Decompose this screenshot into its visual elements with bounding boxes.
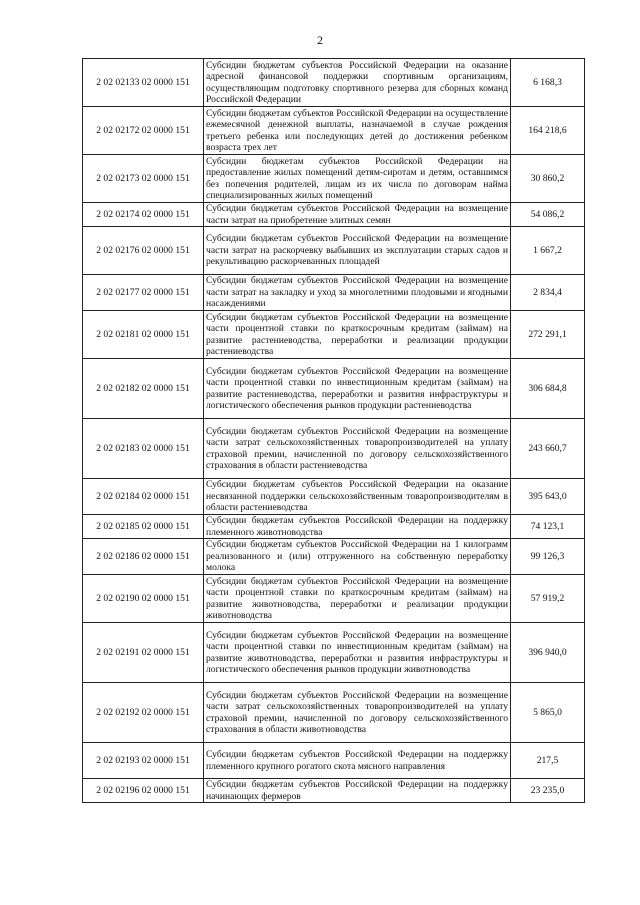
budget-code-cell: 2 02 02177 02 0000 151 [83, 275, 204, 311]
budget-code-cell: 2 02 02133 02 0000 151 [83, 59, 204, 107]
budget-code-cell: 2 02 02181 02 0000 151 [83, 311, 204, 359]
budget-table [82, 58, 585, 803]
description-cell: Субсидии бюджетам субъектов Российской Федерации на поддержку начинающих фермеров [204, 779, 511, 803]
table-row [83, 743, 585, 779]
budget-code-cell: 2 02 02182 02 0000 151 [83, 359, 204, 419]
budget-code-cell: 2 02 02196 02 0000 151 [83, 779, 204, 803]
description-cell: Субсидии бюджетам субъектов Российской Федерации на оказание адресной финансовой поддержки спортивным организациям, осуществляющим подготовку спортивного резерва для сборных команд Российской Федерации [204, 59, 511, 107]
budget-table-body [83, 59, 585, 803]
description-cell: Субсидии бюджетам субъектов Российской Федерации на оказание несвязанной поддержки сельскохозяйственным товаропроизводителям в области растениеводства [204, 479, 511, 515]
table-row [83, 155, 585, 203]
amount-cell: 6 168,3 [511, 59, 585, 107]
amount-cell: 272 291,1 [511, 311, 585, 359]
table-row [83, 575, 585, 623]
budget-code-cell: 2 02 02183 02 0000 151 [83, 419, 204, 479]
budget-code-cell: 2 02 02192 02 0000 151 [83, 683, 204, 743]
budget-code-cell: 2 02 02173 02 0000 151 [83, 155, 204, 203]
budget-code-cell: 2 02 02190 02 0000 151 [83, 575, 204, 623]
amount-cell: 30 860,2 [511, 155, 585, 203]
description-cell: Субсидии бюджетам субъектов Российской Федерации на возмещение части затрат сельскохозяйственных товаропроизводителей на уплату страховой премии, начисленной по договору сельскохозяйственного страхования в области животноводства [204, 683, 511, 743]
amount-cell: 23 235,0 [511, 779, 585, 803]
table-row [83, 515, 585, 539]
description-cell: Субсидии бюджетам субъектов Российской Федерации на осуществление ежемесячной денежной выплаты, назначаемой в случае рождения третьего ребенка или последующих детей до достижения ребенком возраста трех лет [204, 107, 511, 155]
budget-code-cell: 2 02 02172 02 0000 151 [83, 107, 204, 155]
budget-code-cell: 2 02 02174 02 0000 151 [83, 203, 204, 227]
description-cell: Субсидии бюджетам субъектов Российской Федерации на возмещение части процентной ставки по инвестиционным кредитам (займам) на развитие животноводства, переработки и развития инфраструктуры и логистического обеспечения рынков продукции животноводства [204, 623, 511, 683]
amount-cell: 395 643,0 [511, 479, 585, 515]
amount-cell: 396 940,0 [511, 623, 585, 683]
description-cell: Субсидии бюджетам субъектов Российской Федерации на 1 килограмм реализованного и (или) отгруженного на собственную переработку молока [204, 539, 511, 575]
description-cell: Субсидии бюджетам субъектов Российской Федерации на возмещение части процентной ставки по инвестиционным кредитам (займам) на развитие растениеводства, переработки и развития инфраструктуры и логистического обеспечения рынков продукции растениеводства [204, 359, 511, 419]
budget-code-cell: 2 02 02193 02 0000 151 [83, 743, 204, 779]
amount-cell: 306 684,8 [511, 359, 585, 419]
amount-cell: 2 834,4 [511, 275, 585, 311]
description-cell: Субсидии бюджетам субъектов Российской Федерации на предоставление жилых помещений детям-сиротам и детям, оставшимся без попечения родителей, лицам из их числа по договорам найма специализированных жилых помещений [204, 155, 511, 203]
budget-code-cell: 2 02 02184 02 0000 151 [83, 479, 204, 515]
amount-cell: 217,5 [511, 743, 585, 779]
table-row [83, 59, 585, 107]
budget-code-cell: 2 02 02191 02 0000 151 [83, 623, 204, 683]
budget-code-cell: 2 02 02185 02 0000 151 [83, 515, 204, 539]
description-cell: Субсидии бюджетам субъектов Российской Федерации на возмещение части затрат на закладку и уход за многолетними плодовыми и ягодными насаждениями [204, 275, 511, 311]
table-row [83, 623, 585, 683]
table-row [83, 479, 585, 515]
amount-cell: 1 667,2 [511, 227, 585, 275]
table-row [83, 539, 585, 575]
table-row [83, 779, 585, 803]
table-row [83, 359, 585, 419]
amount-cell: 164 218,6 [511, 107, 585, 155]
amount-cell: 54 086,2 [511, 203, 585, 227]
amount-cell: 74 123,1 [511, 515, 585, 539]
table-row [83, 227, 585, 275]
table-row [83, 419, 585, 479]
amount-cell: 5 865,0 [511, 683, 585, 743]
description-cell: Субсидии бюджетам субъектов Российской Федерации на возмещение части затрат на приобретение элитных семян [204, 203, 511, 227]
description-cell: Субсидии бюджетам субъектов Российской Федерации на возмещение части процентной ставки по краткосрочным кредитам (займам) на развитие растениеводства, переработки и реализации продукции растениеводства [204, 311, 511, 359]
amount-cell: 99 126,3 [511, 539, 585, 575]
description-cell: Субсидии бюджетам субъектов Российской Федерации на поддержку племенного крупного рогатого скота мясного направления [204, 743, 511, 779]
description-cell: Субсидии бюджетам субъектов Российской Федерации на возмещение части затрат на раскорчевку выбывших из эксплуатации старых садов и рекультивацию раскорчеванных площадей [204, 227, 511, 275]
amount-cell: 57 919,2 [511, 575, 585, 623]
table-row [83, 203, 585, 227]
description-cell: Субсидии бюджетам субъектов Российской Федерации на возмещение части процентной ставки по краткосрочным кредитам (займам) на развитие животноводства, переработки и реализации продукции животноводства [204, 575, 511, 623]
description-cell: Субсидии бюджетам субъектов Российской Федерации на поддержку племенного животноводства [204, 515, 511, 539]
budget-code-cell: 2 02 02186 02 0000 151 [83, 539, 204, 575]
table-row [83, 107, 585, 155]
amount-cell: 243 660,7 [511, 419, 585, 479]
table-row [83, 683, 585, 743]
table-row [83, 311, 585, 359]
description-cell: Субсидии бюджетам субъектов Российской Федерации на возмещение части затрат сельскохозяйственных товаропроизводителей на уплату страховой премии, начисленной по договору сельскохозяйственного страхования в области растениеводства [204, 419, 511, 479]
page-number: 2 [317, 33, 323, 47]
table-row [83, 275, 585, 311]
budget-code-cell: 2 02 02176 02 0000 151 [83, 227, 204, 275]
